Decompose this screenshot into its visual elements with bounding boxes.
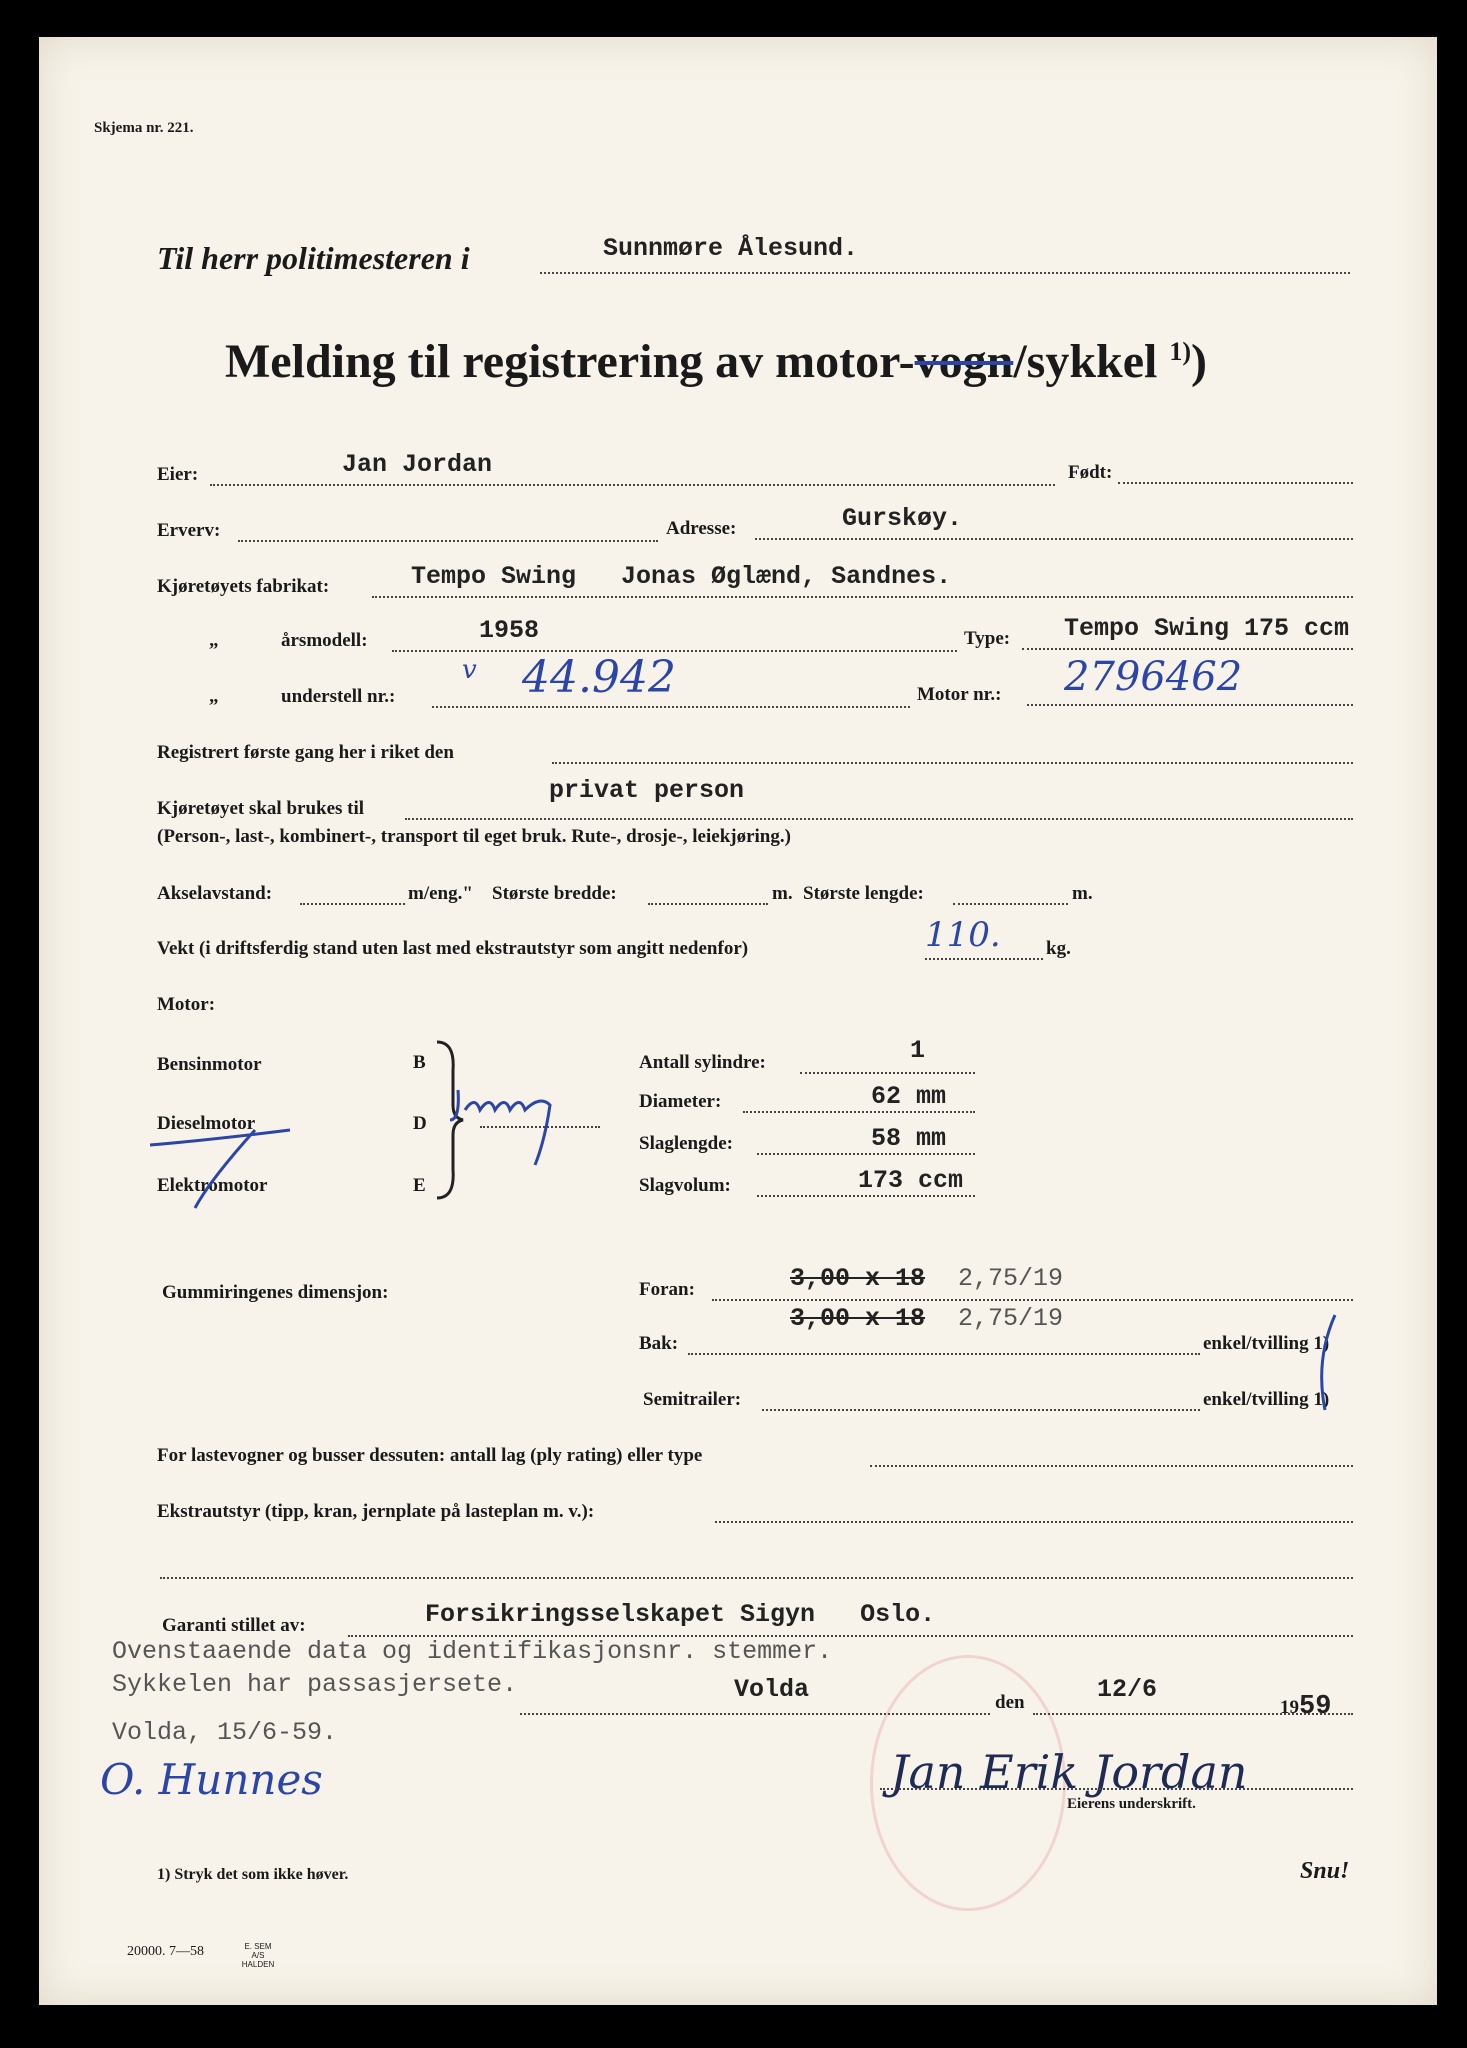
brukes-label: Kjøretøyet skal brukes til	[157, 798, 365, 819]
slaglengde-label: Slaglengde:	[639, 1133, 733, 1154]
garanti-value: Forsikringsselskapet Sigyn Oslo.	[425, 1600, 936, 1629]
form-paper	[39, 37, 1437, 2005]
bracket-mark	[1310, 1310, 1340, 1425]
brukes-hint: (Person-, last-, kombinert-, transport til eget bruk. Rute-, drosje-, leiekjøring.)	[157, 826, 791, 847]
police-signature: O. Hunnes	[100, 1755, 323, 1804]
vekt-value: 110.	[925, 915, 1001, 955]
bredde-label: Største bredde:	[492, 883, 617, 904]
owner-signature: Jan Erik Jordan	[890, 1745, 1248, 1799]
registrert-label: Registrert første gang her i riket den	[157, 742, 454, 763]
foran-struck: 3,00 x 18	[790, 1264, 926, 1293]
bak-struck: 3,00 x 18	[790, 1304, 926, 1333]
semitrailer-label: Semitrailer:	[643, 1389, 742, 1410]
diesel-strike-icon	[150, 1110, 300, 1200]
adresse-label: Adresse:	[666, 518, 737, 539]
ditto-mark: „	[209, 686, 219, 707]
slagvolum-label: Slagvolum:	[639, 1175, 731, 1196]
snu-label: Snu!	[1300, 1858, 1350, 1884]
diameter-label: Diameter:	[639, 1091, 722, 1112]
fodt-label: Født:	[1068, 462, 1113, 483]
motor-nr-value: 2796462	[1064, 654, 1243, 700]
handwritten-mark	[450, 1080, 580, 1170]
arsmodell-value: 1958	[479, 616, 540, 645]
bredde-unit: m.	[772, 883, 793, 904]
foran-label: Foran:	[639, 1279, 695, 1300]
eier-value: Jan Jordan	[342, 450, 493, 479]
arsmodell-label: årsmodell:	[281, 630, 368, 651]
addressee-value: Sunnmøre Ålesund.	[603, 234, 859, 263]
fabrikat-label: Kjøretøyets fabrikat:	[157, 576, 330, 597]
page-title: Melding til registrering av motor-vogn/sykkel $^{1)}$)	[225, 335, 1208, 388]
erverv-label: Erverv:	[157, 520, 221, 541]
bak-suffix: enkel/tvilling 1)	[1203, 1333, 1330, 1354]
addressee-label: Til herr politimesteren i	[157, 240, 470, 276]
slagvolum-value: 173 ccm	[858, 1166, 964, 1195]
motor-code-e: E	[413, 1175, 426, 1196]
motor-heading: Motor:	[157, 994, 216, 1015]
place-value: Volda	[734, 1675, 810, 1704]
semitrailer-suffix: enkel/tvilling 1)	[1203, 1389, 1330, 1410]
bak-label: Bak:	[639, 1333, 679, 1354]
diameter-value: 62 mm	[871, 1082, 947, 1111]
ditto-mark: „	[209, 630, 219, 651]
vekt-unit: kg.	[1046, 938, 1071, 959]
motor-type-bensin: Bensinmotor	[157, 1054, 262, 1075]
year: 1959	[1280, 1692, 1332, 1722]
note-line-1: Ovenstaaende data og identifikasjonsnr. stemmer.	[112, 1637, 833, 1666]
printer-info: E. SEM A/S HALDEN	[241, 1942, 275, 1969]
ekstrautstyr-label: Ekstrautstyr (tipp, kran, jernplate på lasteplan m. v.):	[157, 1501, 595, 1522]
police-date: Volda, 15/6-59.	[112, 1718, 338, 1747]
vekt-label: Vekt (i driftsferdig stand uten last med ekstrautstyr som angitt nedenfor)	[157, 938, 749, 959]
tires-heading: Gummiringenes dimensjon:	[162, 1282, 389, 1303]
motor-code-b: B	[413, 1052, 426, 1073]
note-line-2: Sykkelen har passasjersete.	[112, 1670, 518, 1699]
fabrikat-value: Tempo Swing Jonas Øglænd, Sandnes.	[411, 562, 952, 591]
akselavstand-label: Akselavstand:	[157, 883, 273, 904]
motor-type-elektro: Elektromotor	[157, 1175, 268, 1196]
adresse-value: Gurskøy.	[842, 504, 963, 533]
motor-type-diesel: Dieselmotor	[157, 1113, 256, 1134]
motor-code-d: D	[413, 1113, 427, 1134]
brukes-value: privat person	[549, 776, 745, 805]
den-label: den	[995, 1692, 1025, 1713]
understell-label: understell nr.:	[281, 686, 396, 707]
form-number: Skjema nr. 221.	[94, 120, 194, 136]
sylindre-label: Antall sylindre:	[639, 1052, 766, 1073]
bak-value: 2,75/19	[958, 1304, 1064, 1333]
eier-label: Eier:	[157, 464, 199, 485]
slaglengde-value: 58 mm	[871, 1124, 947, 1153]
understell-value: 44.942	[522, 652, 676, 703]
type-value: Tempo Swing 175 ccm	[1064, 614, 1350, 643]
lengde-unit: m.	[1072, 883, 1093, 904]
foran-value: 2,75/19	[958, 1264, 1064, 1293]
date-value: 12/6	[1097, 1675, 1158, 1704]
sylindre-value: 1	[910, 1036, 926, 1065]
garanti-label: Garanti stillet av:	[162, 1615, 306, 1636]
akselavstand-unit: m/eng."	[408, 883, 473, 904]
check-mark: v	[462, 655, 477, 685]
type-label: Type:	[964, 628, 1011, 649]
print-info: 20000. 7—58	[127, 1944, 204, 1959]
footnote: 1) Stryk det som ikke høver.	[157, 1866, 349, 1883]
owner-signature-label: Eierens underskrift.	[1067, 1796, 1196, 1812]
lengde-label: Største lengde:	[803, 883, 924, 904]
lastevogner-label: For lastevogner og busser dessuten: antall lag (ply rating) eller type	[157, 1445, 703, 1466]
motor-nr-label: Motor nr.:	[917, 684, 1002, 705]
